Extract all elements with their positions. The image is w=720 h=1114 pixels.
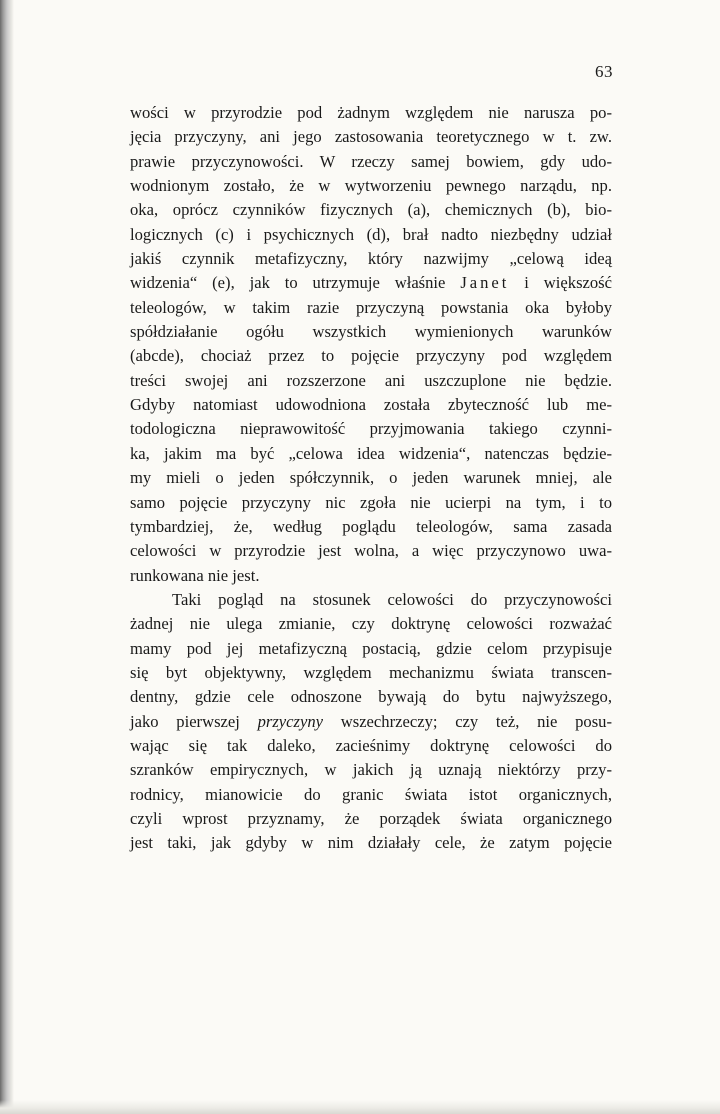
text-line <box>130 271 612 295</box>
bottom-edge-shadow <box>0 1100 720 1114</box>
text-line: dentny, gdzie cele odnoszone bywają do bytu najwyższego, <box>130 687 612 707</box>
text-fragment: i większość <box>509 273 613 293</box>
spaced-name-janet: Janet <box>460 273 510 293</box>
text-line: samo pojęcie przyczyny nic zgoła nie ucierpi na tym, i to <box>130 492 612 512</box>
text-line: my mieli o jeden spółczynnik, o jeden warunek mniej, ale <box>130 468 612 488</box>
text-fragment: jako pierwszej <box>130 711 258 731</box>
text-line: treści swojej ani rozszerzone ani uszczuplone nie będzie. <box>130 370 612 390</box>
text-line: tymbardziej, że, według poglądu teleologów, sama zasada <box>130 516 612 536</box>
body-text <box>130 101 612 856</box>
text-line: mamy pod jej metafizyczną postacią, gdzie celom przypisuje <box>130 638 612 658</box>
text-line <box>130 710 612 734</box>
text-line: spółdziałanie ogółu wszystkich wymienionych warunków <box>130 322 612 342</box>
page-number: 63 <box>595 62 613 81</box>
text-fragment: wszechrzeczy; czy też, nie posu- <box>323 711 612 731</box>
text-line: runkowana nie jest. <box>130 565 260 585</box>
italic-word-przyczyny: przyczyny <box>257 711 324 731</box>
text-line: wodnionym zostało, że w wytworzeniu pewnego narządu, np. <box>130 176 612 196</box>
text-line: żadnej nie ulega zmianie, czy doktrynę celowości rozważać <box>130 614 612 634</box>
text-line: czyli wprost przyznamy, że porządek świata organicznego <box>130 808 612 828</box>
text-line: Taki pogląd na stosunek celowości do przyczynowości <box>172 589 612 609</box>
text-line: rodnicy, mianowicie do granic świata istot organicznych, <box>130 784 612 804</box>
text-line: jakiś czynnik metafizyczny, który nazwijmy „celową ideą <box>130 249 612 269</box>
text-line: celowości w przyrodzie jest wolna, a więc przyczynowo uwa- <box>130 541 612 561</box>
text-line: jęcia przyczyny, ani jego zastosowania teoretycznego w t. zw. <box>130 127 612 147</box>
text-fragment: widzenia“ (e), jak to utrzymuje właśnie <box>130 273 461 293</box>
text-line: wając się tak daleko, zacieśnimy doktrynę celowości do <box>130 735 612 755</box>
text-line: logicznych (c) i psychicznych (d), brał nadto niezbędny udział <box>130 224 612 244</box>
text-line: szranków empirycznych, w jakich ją uznają niektórzy przy- <box>130 760 612 780</box>
text-line: jest taki, jak gdyby w nim działały cele, że zatym pojęcie <box>130 833 612 853</box>
text-line: się byt objektywny, względem mechanizmu świata transcen- <box>130 662 612 682</box>
text-line: ka, jakim ma być „celowa idea widzenia“, natenczas będzie- <box>130 443 612 463</box>
text-line: prawie przyczynowości. W rzeczy samej bowiem, gdy udo- <box>130 151 612 171</box>
text-line: oka, oprócz czynników fizycznych (a), chemicznych (b), bio- <box>130 200 612 220</box>
binding-shadow <box>0 0 14 1114</box>
text-line: teleologów, w takim razie przyczyną powstania oka byłoby <box>130 297 612 317</box>
text-line: todologiczna nieprawowitość przyjmowania takiego czynni- <box>130 419 612 439</box>
text-line: (abcde), chociaż przez to pojęcie przyczyny pod względem <box>130 346 612 366</box>
text-line: wości w przyrodzie pod żadnym względem nie narusza po- <box>130 103 612 122</box>
text-line: Gdyby natomiast udowodniona została zbyteczność lub me- <box>130 395 612 415</box>
